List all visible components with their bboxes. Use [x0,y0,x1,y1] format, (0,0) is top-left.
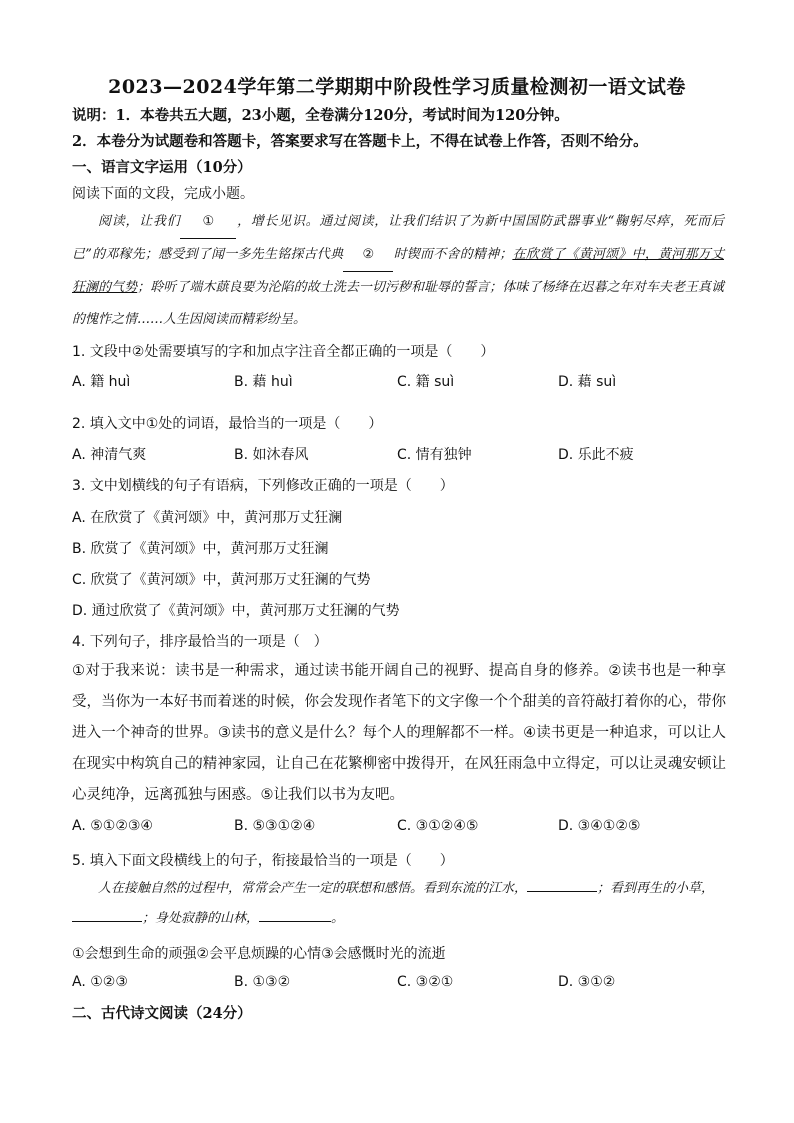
passage-text: ；聆听了端木蕻良要为沦陷的故土洗去一切污秽和耻辱的誓言；体味了杨绛在迟暮之年对车夫老王真诚的愧怍之情……人生因阅读而精彩纷呈。 [72,280,724,327]
question-4-stem: 4. 下列句子，排序最恰当的一项是（ ） [72,634,328,650]
option-d[interactable]: D. 藉 suì [558,374,617,390]
question-1-stem: 1. 文段中②处需要填写的字和加点字注音全都正确的一项是（ ） [72,344,495,360]
option-a[interactable]: A. 神清气爽 [72,447,147,463]
question-4-text: ①对于我来说：读书是一种需求，通过读书能开阔自己的视野、提高自身的修养。②读书也是一种享受，当你为一本好书而着迷的时候，你会发现作者笔下的文字像一个个甜美的音符敲打着你的心，带你进入一个神奇的世界。③读书的意义是什么？每个人的理解都不一样。④读书更是一种追求，可以让人在现实中构筑自己的精神家园，让自己在花繁柳密中拨得开，在风狂雨急中立得定，可以让灵魂安顿让心灵纯净，远离孤独与困惑。⑤让我们以书为友吧。 [72,663,726,803]
option-b[interactable]: B. 藉 huì [234,374,293,390]
blank-1: ① [180,206,236,239]
question-2-options [72,444,732,464]
question-5-passage [72,874,726,934]
blank [527,891,597,892]
option-d[interactable]: D. 乐此不疲 [558,447,634,463]
question-2-stem: 2. 填入文中①处的词语，最恰当的一项是（ ） [72,416,383,432]
option-b[interactable]: B. ①③② [234,974,291,990]
section-2-heading: 二、古代诗文阅读（24分） [72,1005,252,1022]
option-b[interactable]: B. 如沐春风 [234,447,309,463]
question-5-options [72,974,732,994]
exam-title: 2023—2024学年第二学期期中阶段性学习质量检测初一语文试卷 [108,76,686,98]
option-d[interactable]: D. ③①② [558,974,616,990]
section-1-heading: 一、语言文字运用（10分） [72,159,252,176]
reading-passage [72,206,724,336]
option-c[interactable]: C. ③①②④⑤ [397,818,479,834]
passage-text: ；身处寂静的山林， [142,911,260,926]
passage-text: ，增长见识。通过阅读，让我们结识了为新中国国防武器事业“鞠躬尽瘁，死而后已”的邓稼先；感受到了闻一多先生铭探古代典 [72,214,724,262]
question-3-option-c[interactable]: C. 欣赏了《黄河颂》中，黄河那万丈狂澜的气势 [72,572,371,588]
option-b[interactable]: B. ⑤③①②④ [234,818,316,834]
option-c[interactable]: C. ③②① [397,974,454,990]
question-3-stem: 3. 文中划横线的句子有语病，下列修改正确的一项是（ ） [72,478,454,494]
exam-note-1: 说明：1．本卷共五大题，23小题，全卷满分120分，考试时间为120分钟。 [72,107,569,124]
section-1-instruction: 阅读下面的文段，完成小题。 [72,186,254,202]
exam-note-2: 2．本卷分为试题卷和答题卡，答案要求写在答题卡上，不得在试卷上作答，否则不给分。 [72,133,648,150]
passage-text: 阅读，让我们 [98,214,181,229]
question-4-options [72,818,732,838]
underlined-sentence: 在欣赏了《黄河颂》中，黄河那万丈狂澜的气势 [72,247,724,295]
passage-text: 。 [331,911,345,926]
question-5-stem: 5. 填入下面文段横线上的句子，衔接最恰当的一项是（ ） [72,853,454,869]
question-3-option-b[interactable]: B. 欣赏了《黄河颂》中，黄河那万丈狂澜 [72,541,329,557]
question-3-option-a[interactable]: A. 在欣赏了《黄河颂》中，黄河那万丈狂澜 [72,510,343,526]
blank [72,921,142,922]
option-a[interactable]: A. ⑤①②③④ [72,818,153,834]
passage-text: 人在接触自然的过程中，常常会产生一定的联想和感悟。看到东流的江水， [98,881,528,896]
option-c[interactable]: C. 籍 suì [397,374,455,390]
option-a[interactable]: A. 籍 huì [72,374,131,390]
blank [259,921,331,922]
option-d[interactable]: D. ③④①②⑤ [558,818,641,834]
passage-text: 时锲而不舍的精神； [393,247,513,262]
option-a[interactable]: A. ①②③ [72,974,128,990]
question-5-choices: ①会想到生命的顽强②会平息烦躁的心情③会感慨时光的流逝 [72,946,446,962]
question-1-options [72,371,732,391]
question-3-option-d[interactable]: D. 通过欣赏了《黄河颂》中，黄河那万丈狂澜的气势 [72,603,400,619]
option-c[interactable]: C. 情有独钟 [397,447,472,463]
passage-text: ；看到再生的小草， [597,881,715,896]
blank-2: ② [343,239,393,272]
